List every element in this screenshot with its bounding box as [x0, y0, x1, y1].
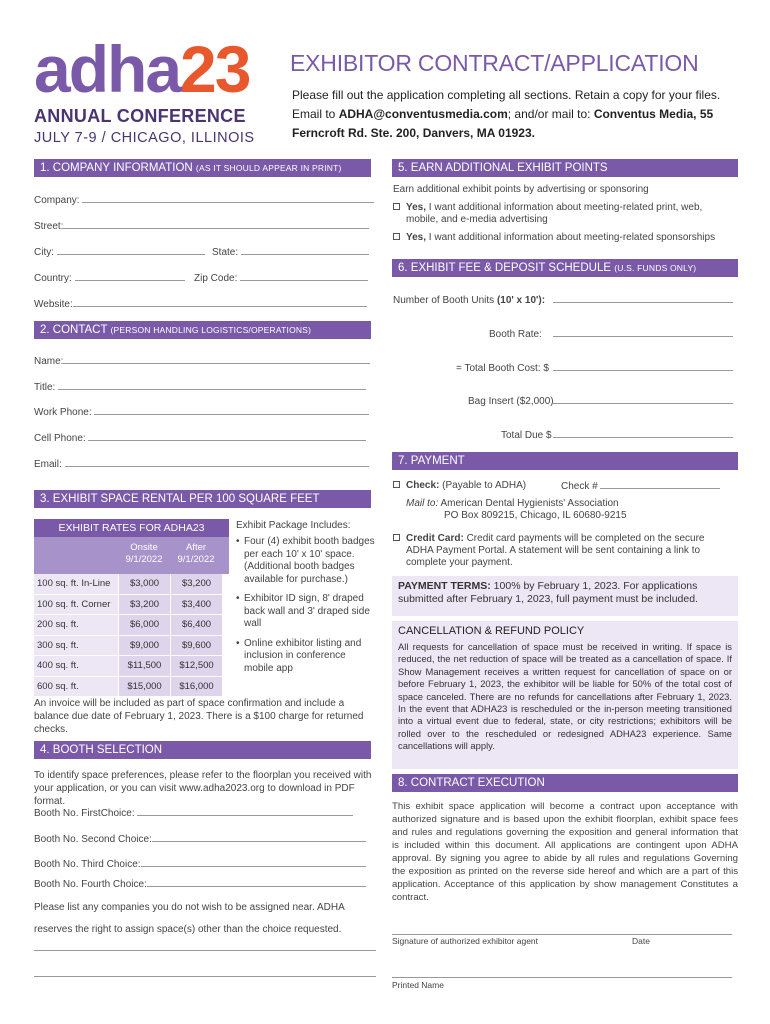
check-option: Check: (Payable to ADHA) [393, 480, 526, 492]
table-row: 600 sq. ft. $15,000 $16,000 [34, 677, 229, 698]
execution-text: This exhibit space application will become a contract upon acceptance with authorized signature and is based upon the exhibit floorplan, exhibit space fees and rules and regulations governing the exposition and general information that is included within this document. All applications are contingent upon ADHA approval. By signing you agree to abide by all rules and regulations Governing the exposition as printed on the reverse side hereof and which are a part of this application. Acceptance of this application by show management Constitutes a contract. [392, 801, 738, 903]
mail-to: Mail to: American Dental Hygienists' Association PO Box 809215, Chicago, IL 60680-9215 [406, 498, 627, 521]
col-onsite: Onsite 9/1/2022 [125, 542, 163, 565]
section-booth-header: 4. BOOTH SELECTION [34, 741, 371, 759]
logo-dates-location: JULY 7-9 / CHICAGO, ILLINOIS [34, 130, 255, 146]
page-title: EXHIBITOR CONTRACT/APPLICATION [290, 50, 699, 76]
country-field[interactable]: Country: [34, 272, 185, 284]
company-field[interactable]: Company: [34, 194, 374, 206]
bag-insert-line[interactable] [553, 403, 733, 404]
total-due-line[interactable] [553, 437, 733, 438]
companies-note: Please list any companies you do not wish to be assigned near. ADHA reserves the right to assign space(s) other than the choice requested. [34, 902, 345, 935]
check-number-field[interactable]: Check # [561, 480, 720, 493]
booth-third-choice-field[interactable]: Booth No. Third Choice: [34, 858, 366, 870]
section-company-header: 1. COMPANY INFORMATION (AS IT SHOULD APPEAR IN PRINT) [34, 159, 371, 177]
sponsorship-checkbox[interactable] [393, 233, 400, 240]
companies-line-1[interactable] [34, 950, 376, 951]
zip-field[interactable]: Zip Code: [194, 272, 368, 284]
policy-title: CANCELLATION & REFUND POLICY [398, 625, 585, 637]
total-booth-cost-line[interactable] [553, 370, 733, 371]
rates-table-title: EXHIBIT RATES FOR ADHA23 [34, 519, 229, 537]
booth-first-choice-field[interactable]: Booth No. FirstChoice: [34, 807, 353, 819]
list-item: • Online exhibitor listing and inclusion in conference mobile app [236, 638, 376, 676]
credit-card-option: Credit Card: Credit card payments will be completed on the secure ADHA Payment Portal. A statement will be sent containing a link to complete your payment. [393, 533, 728, 569]
booth-intro: To identify space preferences, please refer to the floorplan you received with your application, or you can visit www.adha2023.org to download in PDF format. [34, 770, 372, 807]
adha23-logo [34, 32, 274, 146]
check-checkbox[interactable] [393, 481, 400, 488]
sponsorship-option: Yes, I want additional information about meeting-related sponsorships [393, 232, 733, 244]
booth-units-line[interactable] [553, 302, 733, 303]
signature-line[interactable] [392, 934, 732, 935]
logo-wordmark: adha23 [34, 32, 250, 106]
policy-text: All requests for cancellation of space must be received in writing. If space is reduced, the net reduction of space will be treated as a cancellation of space. If Show Management receives a written request for cancellation of space on or before February 1, 2023, the exhibitor will be liable for 50% of the total cost of space canceled. There are no refunds for cancellations after February 1, 2023. In the event that ADHA23 is rescheduled or the in-person meeting transitioned into a virtual event due to federal, state, or city restrictions; exhibitors will be rolled over to the rescheduled or redesigned ADHA23 experience. Same cancellations will apply. [398, 641, 732, 752]
rates-table-header [34, 537, 229, 574]
printed-name-label: Printed Name [392, 980, 444, 990]
table-row: 100 sq. ft. Corner $3,200 $3,400 [34, 595, 229, 616]
section-execution-header: 8. CONTRACT EXECUTION [392, 774, 738, 792]
invoice-note: An invoice will be included as part of space confirmation and include a balance due date of February 1, 2023. There is a $100 charge for returned checks. [34, 698, 364, 735]
col-after: After 9/1/2022 [177, 542, 215, 565]
intro-text: Please fill out the application completing all sections. Retain a copy for your files. Email to ADHA@conventusmedia.com; and/or mail to: Conventus Media, 55 Ferncroft Rd. Ste. 200, Danvers, MA 01923. [292, 88, 721, 140]
website-field[interactable]: Website: [34, 298, 367, 310]
contact-email-link[interactable]: ADHA@conventusmedia.com [338, 107, 508, 121]
printed-name-line[interactable] [392, 977, 732, 978]
work-phone-field[interactable]: Work Phone: [34, 406, 369, 418]
section-points-header: 5. EARN ADDITIONAL EXHIBIT POINTS [392, 159, 738, 177]
total-due-label: Total Due $ [501, 430, 552, 441]
title-field[interactable]: Title: [34, 381, 366, 393]
advertising-checkbox[interactable] [393, 203, 400, 210]
list-item: • Exhibitor ID sign, 8' draped back wall and 3' draped side wall [236, 593, 376, 631]
state-field[interactable]: State: [212, 246, 369, 258]
name-field[interactable]: Name: [34, 355, 370, 367]
street-field[interactable]: Street: [34, 220, 369, 232]
email-field[interactable]: Email: [34, 458, 369, 470]
payment-terms: PAYMENT TERMS: 100% by February 1, 2023. For applications submitted after February 1, 2023, full payment must be included. [392, 576, 738, 616]
date-label: Date [632, 936, 650, 946]
signature-label: Signature of authorized exhibitor agent [392, 936, 539, 946]
section-fee-header: 6. EXHIBIT FEE & DEPOSIT SCHEDULE (U.S. FUNDS ONLY) [392, 259, 738, 277]
companies-line-2[interactable] [34, 976, 376, 977]
table-row: 100 sq. ft. In-Line $3,000 $3,200 [34, 574, 229, 595]
booth-second-choice-field[interactable]: Booth No. Second Choice: [34, 833, 366, 845]
booth-rate-label: Booth Rate: [489, 329, 542, 340]
exhibit-rates-table [34, 519, 229, 697]
section-payment-header: 7. PAYMENT [392, 452, 738, 470]
cell-phone-field[interactable]: Cell Phone: [34, 432, 366, 444]
cancellation-policy [392, 621, 738, 769]
section-contact-header: 2. CONTACT (PERSON HANDLING LOGISTICS/OPERATIONS) [34, 321, 371, 339]
bag-insert-label: Bag Insert ($2,000) [468, 396, 554, 407]
booth-rate-line[interactable] [553, 336, 733, 337]
total-booth-cost-label: = Total Booth Cost: $ [456, 363, 549, 374]
package-title: Exhibit Package Includes: [236, 520, 351, 531]
city-field[interactable]: City: [34, 246, 205, 258]
booth-fourth-choice-field[interactable]: Booth No. Fourth Choice: [34, 878, 366, 890]
points-intro: Earn additional exhibit points by advertising or sponsoring [393, 184, 649, 195]
table-row: 300 sq. ft. $9,000 $9,600 [34, 636, 229, 657]
table-row: 400 sq. ft. $11,500 $12,500 [34, 656, 229, 677]
logo-annual-conference: ANNUAL CONFERENCE [34, 106, 246, 126]
credit-card-checkbox[interactable] [393, 534, 400, 541]
booth-units-field[interactable]: Number of Booth Units (10' x 10'): [393, 295, 546, 306]
table-row: 200 sq. ft. $6,000 $6,400 [34, 615, 229, 636]
section-rental-header: 3. EXHIBIT SPACE RENTAL PER 100 SQUARE FEET [34, 490, 371, 508]
package-list [236, 536, 376, 682]
list-item: • Four (4) exhibit booth badges per each 10' x 10' space. (Additional booth badges available for purchase.) [236, 536, 376, 586]
advertising-option: Yes, I want additional information about meeting-related print, web, mobile, and e-media advertising [393, 202, 723, 226]
